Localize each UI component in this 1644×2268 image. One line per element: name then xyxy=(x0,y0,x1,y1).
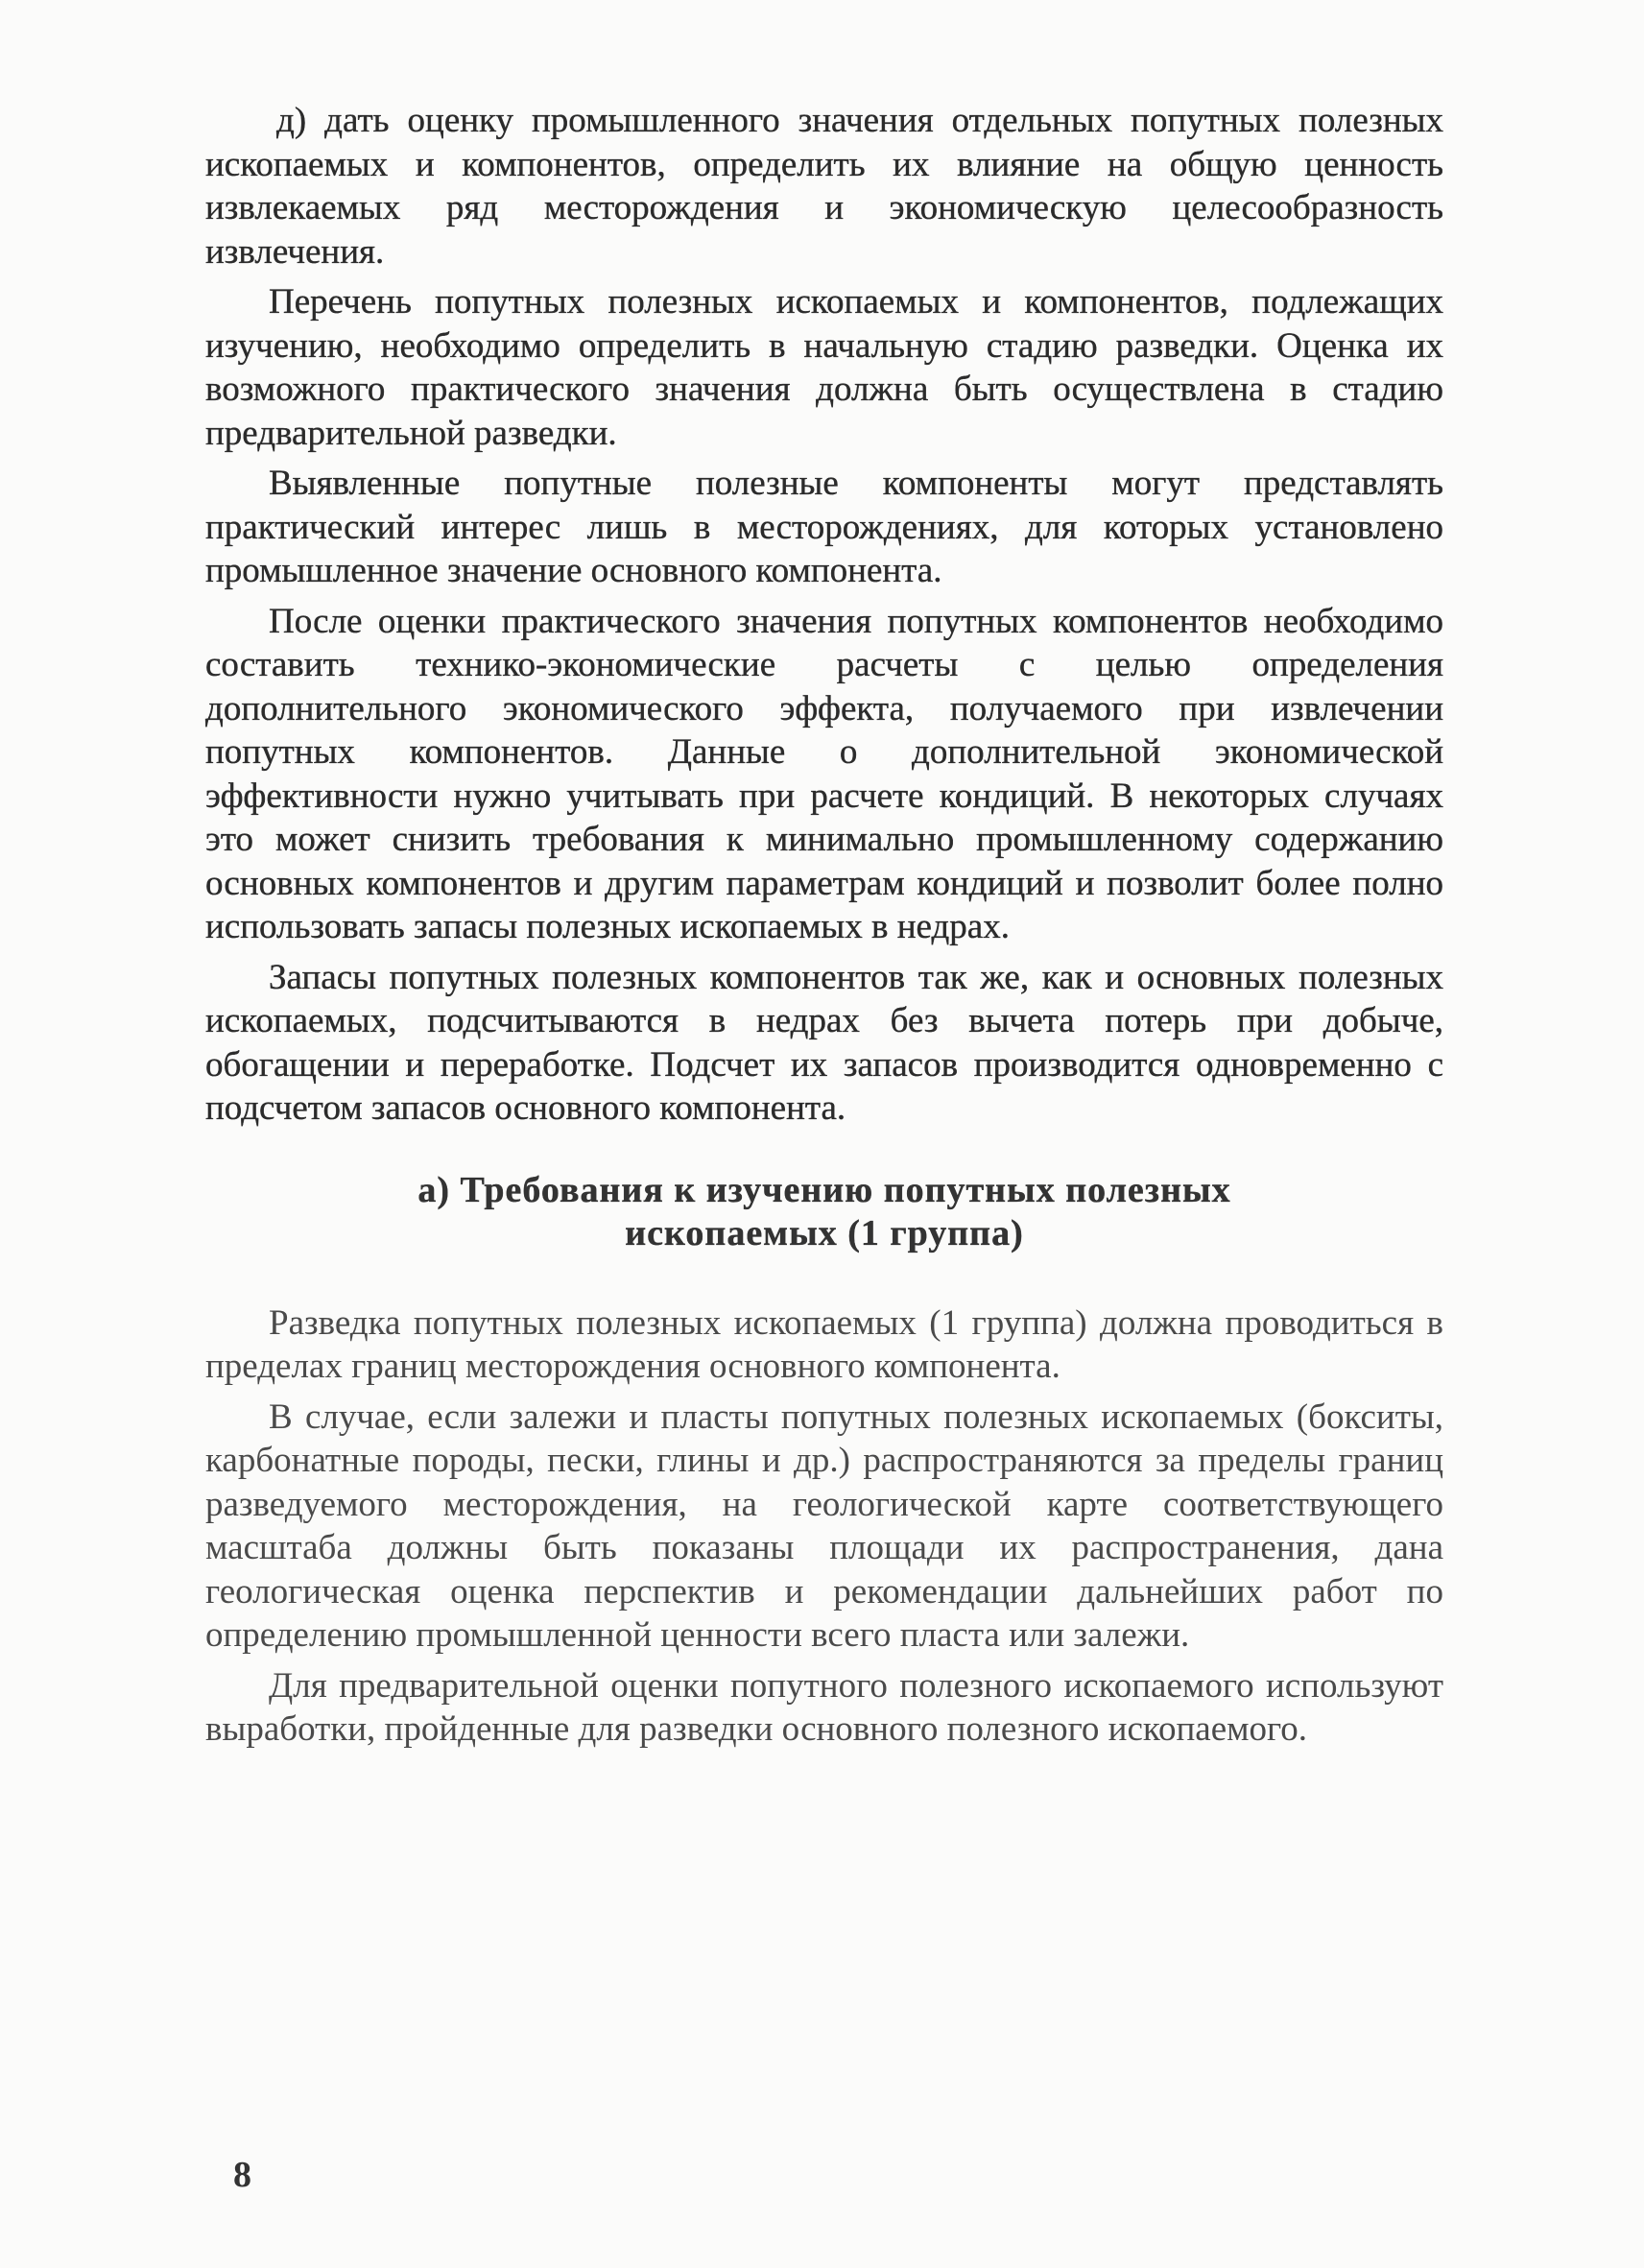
section-heading xyxy=(205,1169,1443,1255)
paragraph-reserves-calculation: Запасы попутных полезных компонентов так же, как и основных полезных ископаемых, подсчитываются в недрах без вычета потерь при добыче, обогащении и переработке. Подсчет их запасов производится одновременно с подсчетом запасов основного компонента. xyxy=(205,957,1443,1128)
paragraph-exploration-boundaries: Разведка попутных полезных ископаемых (1 группа) должна проводиться в пределах границ месторождения основного компонента. xyxy=(205,1302,1443,1386)
page-number: 8 xyxy=(233,2155,251,2195)
page-body xyxy=(205,99,1443,1758)
paragraph-list-of-byproducts: Перечень попутных полезных ископаемых и компонентов, подлежащих изучению, необходимо определить в начальную стадию разведки. Оценка их возможного практического значения должна быть осуществлена в стадию предварительной разведки. xyxy=(205,282,1443,453)
paragraph-economic-calculations: После оценки практического значения попутных компонентов необходимо составить технико-экономические расчеты с целью определения дополнительного экономического эффекта, получаемого при извлечении попутных компонентов. Данные о дополнительной экономической эффективности нужно учитывать при расчете кондиций. В некоторых случаях это может снизить требования к минимально промышленному содержанию основных компонентов и другим параметрам кондиций и позволит более полно использовать запасы полезных ископаемых в недрах. xyxy=(205,601,1443,946)
section-heading-line-1: а) Требования к изучению попутных полезных xyxy=(417,1169,1231,1210)
paragraph-deposits-beyond-boundaries: В случае, если залежи и пласты попутных полезных ископаемых (бокситы, карбонатные породы, пески, глины и др.) распространяются за пределы границ разведуемого месторождения, на геологической карте соответствующего масштаба должны быть показаны площади их распространения, дана геологическая оценка перспектив и рекомендации дальнейших работ по определению промышленной ценности всего пласта или залежи. xyxy=(205,1397,1443,1655)
paragraph-item-d: д) дать оценку промышленного значения отдельных попутных полезных ископаемых и компонентов, определить их влияние на общую ценность извлекаемых ряд месторождения и экономическую целесообразность извлечения. xyxy=(205,101,1443,272)
paragraph-identified-components: Выявленные попутные полезные компоненты могут представлять практический интерес лишь в месторождениях, для которых установлено промышленное значение основного компонента. xyxy=(205,464,1443,590)
section-heading-line-2: ископаемых (1 группа) xyxy=(625,1212,1024,1253)
paragraph-preliminary-assessment: Для предварительной оценки попутного полезного ископаемого используют выработки, пройденные для разведки основного полезного ископаемого. xyxy=(205,1665,1443,1749)
